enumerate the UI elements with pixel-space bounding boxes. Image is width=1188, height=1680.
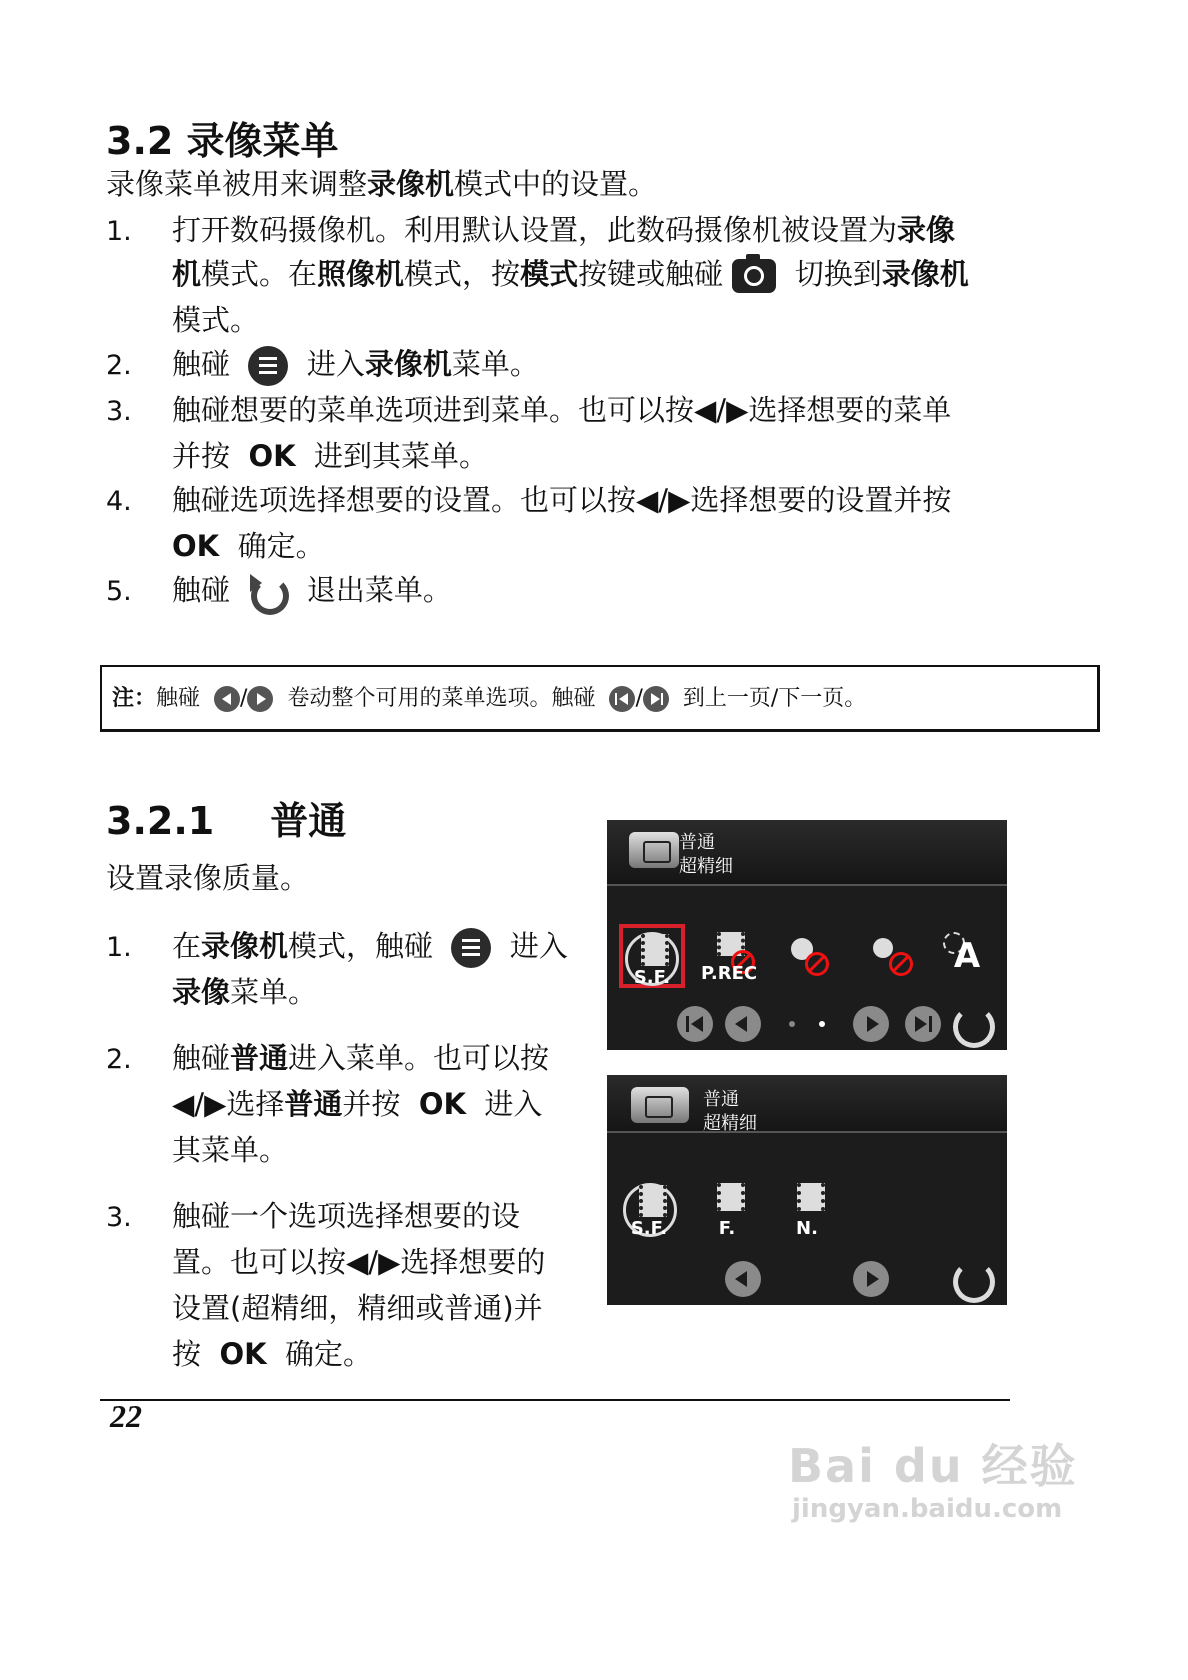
- page-dot: [789, 1021, 795, 1027]
- sub-step-1-line-2: 录像菜单。: [172, 975, 318, 1009]
- option-pre-record[interactable]: P.REC: [701, 924, 757, 980]
- step-number: 3.: [106, 396, 132, 427]
- back-button[interactable]: [953, 1006, 995, 1048]
- step-3-line-2: 并按 OK 进到其菜单。: [172, 439, 489, 473]
- subsection-title: 3.2.1 普通: [106, 799, 347, 843]
- menu-icon: [248, 346, 288, 386]
- step-number: 5.: [106, 576, 132, 607]
- footer-rule: [100, 1399, 1010, 1401]
- step-4-line-1: 触碰选项选择想要的设置。也可以按◀/▶选择想要的设置并按: [172, 483, 952, 517]
- section-intro: 录像菜单被用来调整录像机模式中的设置。: [106, 167, 658, 201]
- step-number: 1.: [106, 216, 132, 247]
- step-number: 2.: [106, 1044, 132, 1075]
- sub-step-3-line-3: 设置(超精细，精细或普通)并: [172, 1291, 543, 1325]
- sub-step-3-line-4: 按 OK 确定。: [172, 1337, 373, 1371]
- option-fine[interactable]: F.: [699, 1179, 755, 1235]
- scroll-left-button[interactable]: [725, 1261, 761, 1297]
- camera-icon: [732, 259, 776, 293]
- next-page-icon: [643, 686, 669, 712]
- prev-page-button[interactable]: [677, 1006, 713, 1042]
- quality-icon: [629, 832, 679, 868]
- sub-step-3-line-2: 置。也可以按◀/▶选择想要的: [172, 1245, 546, 1279]
- sub-step-2-line-3: 其菜单。: [172, 1133, 289, 1167]
- sub-step-1-line-1: 在录像机模式，触碰 进入: [172, 922, 568, 970]
- sub-step-2-line-1: 触碰普通进入菜单。也可以按: [172, 1041, 550, 1075]
- screen-title: 普通: [703, 1089, 739, 1110]
- screen-subtitle: 超精细: [703, 1113, 757, 1134]
- step-3-line-1: 触碰想要的菜单选项进到菜单。也可以按◀/▶选择想要的菜单: [172, 393, 952, 427]
- camera-screen-1: [607, 820, 1007, 1050]
- scroll-right-button[interactable]: [853, 1261, 889, 1297]
- option-normal[interactable]: N.: [779, 1179, 835, 1235]
- screen-subtitle: 超精细: [679, 856, 733, 877]
- screen-title: 普通: [679, 832, 715, 853]
- option-time-lapse[interactable]: [783, 924, 839, 980]
- page-dot-active: [819, 1021, 825, 1027]
- back-icon: [248, 572, 288, 612]
- next-page-button[interactable]: [905, 1006, 941, 1042]
- menu-icon: [451, 928, 491, 968]
- option-super-fine[interactable]: S.F.: [621, 1179, 677, 1235]
- option-quality-selected[interactable]: S.F.: [619, 924, 685, 988]
- step-number: 4.: [106, 486, 132, 517]
- quality-icon: [631, 1087, 689, 1123]
- step-number: 2.: [106, 350, 132, 381]
- step-number: 1.: [106, 932, 132, 963]
- option-scene[interactable]: A: [939, 924, 995, 980]
- camera-screen-2: [607, 1075, 1007, 1305]
- step-1-line-2: 机模式。在照像机模式，按模式按键或触碰 切换到录像机: [172, 250, 969, 298]
- step-1-line-1: 打开数码摄像机。利用默认设置，此数码摄像机被设置为录像: [172, 213, 956, 247]
- scroll-right-button[interactable]: [853, 1006, 889, 1042]
- watermark-logo: Bai du 经验: [788, 1439, 1078, 1493]
- section-title: 3.2 录像菜单: [106, 119, 339, 163]
- back-button[interactable]: [953, 1261, 995, 1303]
- note-text: 注：触碰 / 卷动整个可用的菜单选项。触碰 / 到上一页/下一页。: [112, 686, 867, 711]
- scroll-left-icon: [214, 686, 240, 712]
- watermark-url: jingyan.baidu.com: [792, 1494, 1063, 1524]
- step-5-line: 触碰 退出菜单。: [172, 566, 452, 614]
- note-box: [100, 665, 1100, 732]
- step-2-line: 触碰 进入录像机菜单。: [172, 340, 539, 388]
- subsection-intro: 设置录像质量。: [106, 861, 310, 895]
- sub-step-3-line-1: 触碰一个选项选择想要的设: [172, 1199, 521, 1233]
- scroll-right-icon: [247, 686, 273, 712]
- step-1-line-3: 模式。: [172, 303, 260, 337]
- scroll-left-button[interactable]: [725, 1006, 761, 1042]
- page-number: 22: [110, 1398, 142, 1434]
- step-4-line-2: OK 确定。: [172, 529, 325, 563]
- sub-step-2-line-2: ◀/▶选择普通并按 OK 进入: [172, 1087, 543, 1121]
- prev-page-icon: [609, 686, 635, 712]
- step-number: 3.: [106, 1202, 132, 1233]
- option-motion-detect[interactable]: [865, 924, 921, 980]
